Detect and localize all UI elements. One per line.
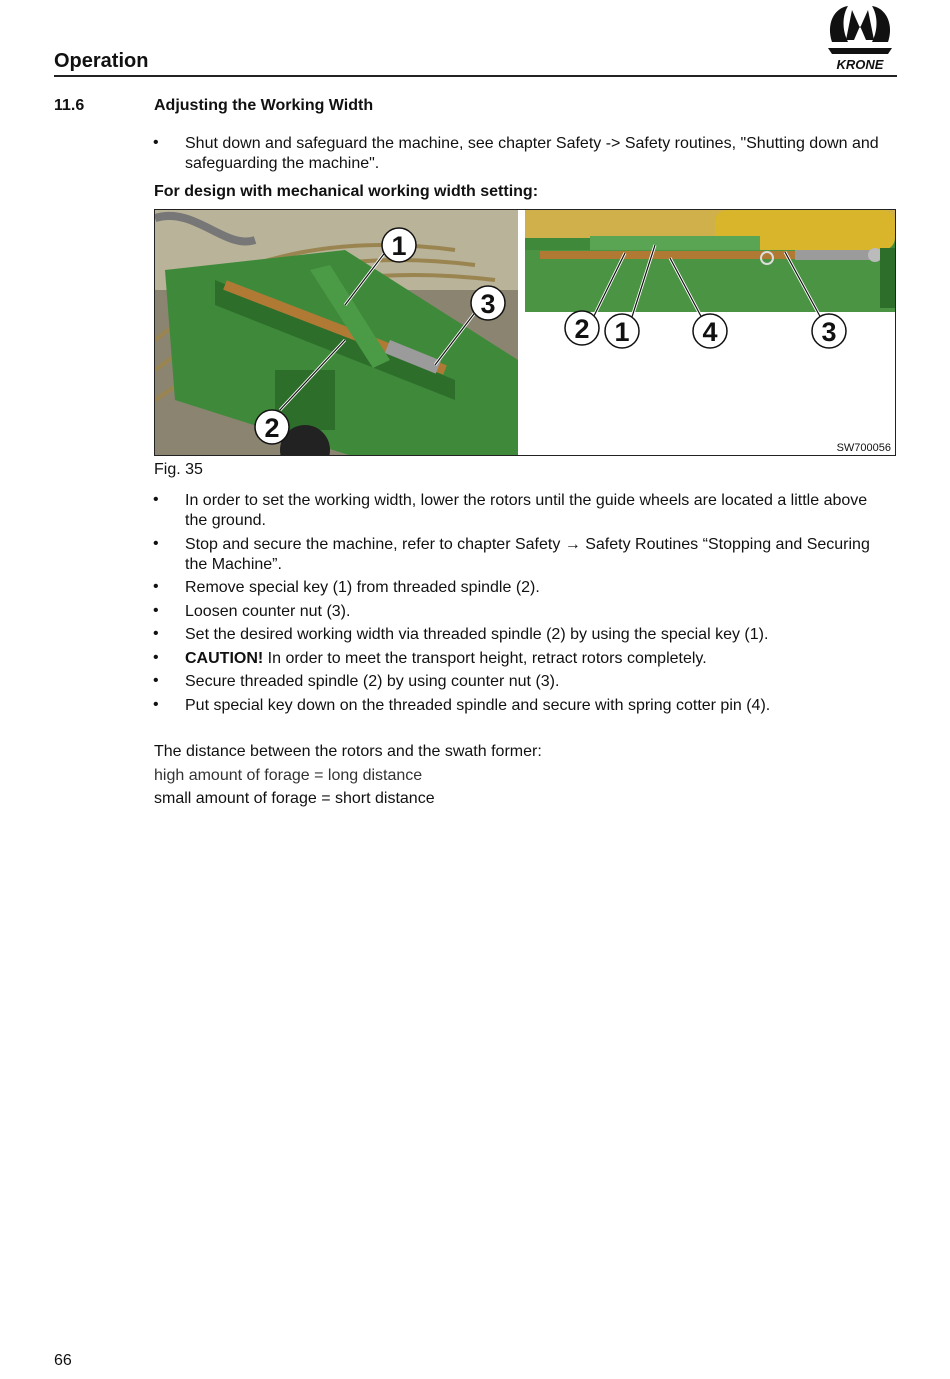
section-number: 11.6 xyxy=(54,97,85,114)
callout-right-4 xyxy=(693,314,727,348)
caution-label: CAUTION! xyxy=(185,650,264,667)
page-number: 66 xyxy=(54,1352,72,1369)
svg-text:3: 3 xyxy=(480,289,496,319)
figure-caption: Fig. 35 xyxy=(154,461,203,478)
right-photo xyxy=(525,210,896,348)
caution-text: In order to meet the transport height, retract rotors completely. xyxy=(263,650,707,667)
step-text: Put special key down on the threaded spindle and secure with spring cotter pin (4). xyxy=(185,697,771,714)
step-text: Stop and secure the machine, refer to chapter Safety → Safety Routines “Stopping and Securing the Machine”. xyxy=(185,536,870,573)
distance-intro: The distance between the rotors and the swath former: xyxy=(154,743,542,760)
bullet-marker: • xyxy=(153,134,159,151)
left-photo xyxy=(155,210,518,456)
svg-text:1: 1 xyxy=(391,231,407,261)
callout-left-2 xyxy=(255,410,289,444)
step-text: In order to set the working width, lower the rotors until the guide wheels are located a little above the ground. xyxy=(185,492,868,529)
callout-left-1 xyxy=(382,228,416,262)
svg-text:3: 3 xyxy=(821,317,837,347)
bullet-marker: • xyxy=(153,649,159,666)
intro-bullet-text: Shut down and safeguard the machine, see chapter Safety -> Safety routines, "Shutting down and safeguarding the machine". xyxy=(185,135,879,172)
step-text-caution xyxy=(185,649,885,669)
figure-image xyxy=(155,210,896,456)
logo-wordmark: KRONE xyxy=(836,57,884,72)
bullet-marker: • xyxy=(153,602,159,619)
distance-line-low: small amount of forage = short distance xyxy=(154,790,435,807)
bullet-marker: • xyxy=(153,578,159,595)
figure-35 xyxy=(154,209,896,456)
page-header-title: Operation xyxy=(54,50,149,72)
header-rule xyxy=(54,75,897,77)
step-text: Set the desired working width via threaded spindle (2) by using the special key (1). xyxy=(185,626,769,643)
bullet-marker: • xyxy=(153,625,159,642)
callout-right-1 xyxy=(605,314,639,348)
subheading: For design with mechanical working width setting: xyxy=(154,183,539,200)
krone-logo xyxy=(822,2,898,72)
step-text: Loosen counter nut (3). xyxy=(185,603,351,620)
distance-line-high: high amount of forage = long distance xyxy=(154,767,423,784)
figure-code: SW700056 xyxy=(836,442,891,454)
callout-left-3 xyxy=(471,286,505,320)
callout-right-2 xyxy=(565,311,599,345)
bullet-marker: • xyxy=(153,696,159,713)
bullet-marker: • xyxy=(153,535,159,552)
step-text: Remove special key (1) from threaded spindle (2). xyxy=(185,579,540,596)
svg-text:4: 4 xyxy=(702,317,718,347)
section-title: Adjusting the Working Width xyxy=(154,97,374,114)
callout-right-3 xyxy=(812,314,846,348)
svg-text:2: 2 xyxy=(264,413,280,443)
step-text: Secure threaded spindle (2) by using counter nut (3). xyxy=(185,673,560,690)
svg-text:2: 2 xyxy=(574,314,590,344)
bullet-marker: • xyxy=(153,672,159,689)
svg-text:1: 1 xyxy=(614,317,630,347)
bullet-marker: • xyxy=(153,491,159,508)
